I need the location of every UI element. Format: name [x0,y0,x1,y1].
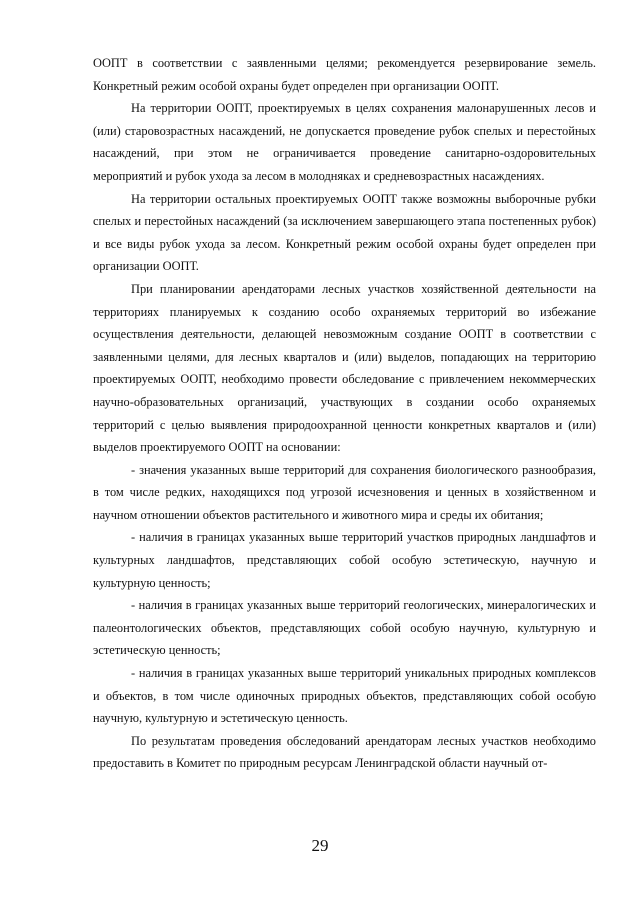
list-item-unique-complexes: - наличия в границах указанных выше территорий уникальных природных комплексов и объектов, в том числе одиночных природных объектов, представляющих собой особую научную, культурную и эстетическую ценность. [93,666,596,726]
list-item-landscapes: - наличия в границах указанных выше территорий участков природных ландшафтов и культурных ландшафтов, представляющих собой особую эстетическую, научную и культурную ценность; [93,530,596,590]
paragraph-old-growth-forests: На территории ООПТ, проектируемых в целях сохранения малонарушенных лесов и (или) старовозрастных насаждений, не допускается проведение рубок спелых и перестойных насаждений, при этом не ограничивается проведение санитарно-оздоровительных мероприятий и рубок ухода за лесом в молодняках и средневозрастных насаждениях. [93,101,596,183]
paragraph-survey-results: По результатам проведения обследований арендаторам лесных участков необходимо предоставить в Комитет по природным ресурсам Ленинградской области научный от- [93,733,596,771]
page-body [93,52,596,775]
paragraph-continuation: ООПТ в соответствии с заявленными целями; рекомендуется резервирование земель. Конкретный режим особой охраны будет определен при организации ООПТ. [93,56,596,93]
list-item-geological: - наличия в границах указанных выше территорий геологических, минералогических и палеонтологических объектов, представляющих собой особую научную, культурную и эстетическую ценность; [93,598,596,658]
list-item-biodiversity: - значения указанных выше территорий для сохранения биологического разнообразия, в том числе редких, находящихся под угрозой исчезновения и ценных в хозяйственном и научном отношении объектов растительного и животного мира и среды их обитания; [93,462,596,522]
paragraph-other-protected-areas: На территории остальных проектируемых ООПТ также возможны выборочные рубки спелых и перестойных насаждений (за исключением завершающего этапа постепенных рубок) и все виды рубок ухода за лесом. Конкретный режим особой охраны будет определен при организации ООПТ. [93,191,596,274]
paragraph-planning-survey: При планировании арендаторами лесных участков хозяйственной деятельности на территориях планируемых к созданию особо охраняемых территорий во избежание осуществления деятельности, делающей невозможным создание ООПТ в соответствии с заявленными целями, для лесных кварталов и (или) выделов, попадающих на территорию проектируемых ООПТ, необходимо провести обследование с привлечением некоммерческих научно-образовательных организаций, участвующих в создании особо охраняемых территорий с целью выявления природоохранной ценности конкретных кварталов и (или) выделов проектируемого ООПТ на основании: [93,281,596,455]
page-number: 29 [311,836,329,855]
